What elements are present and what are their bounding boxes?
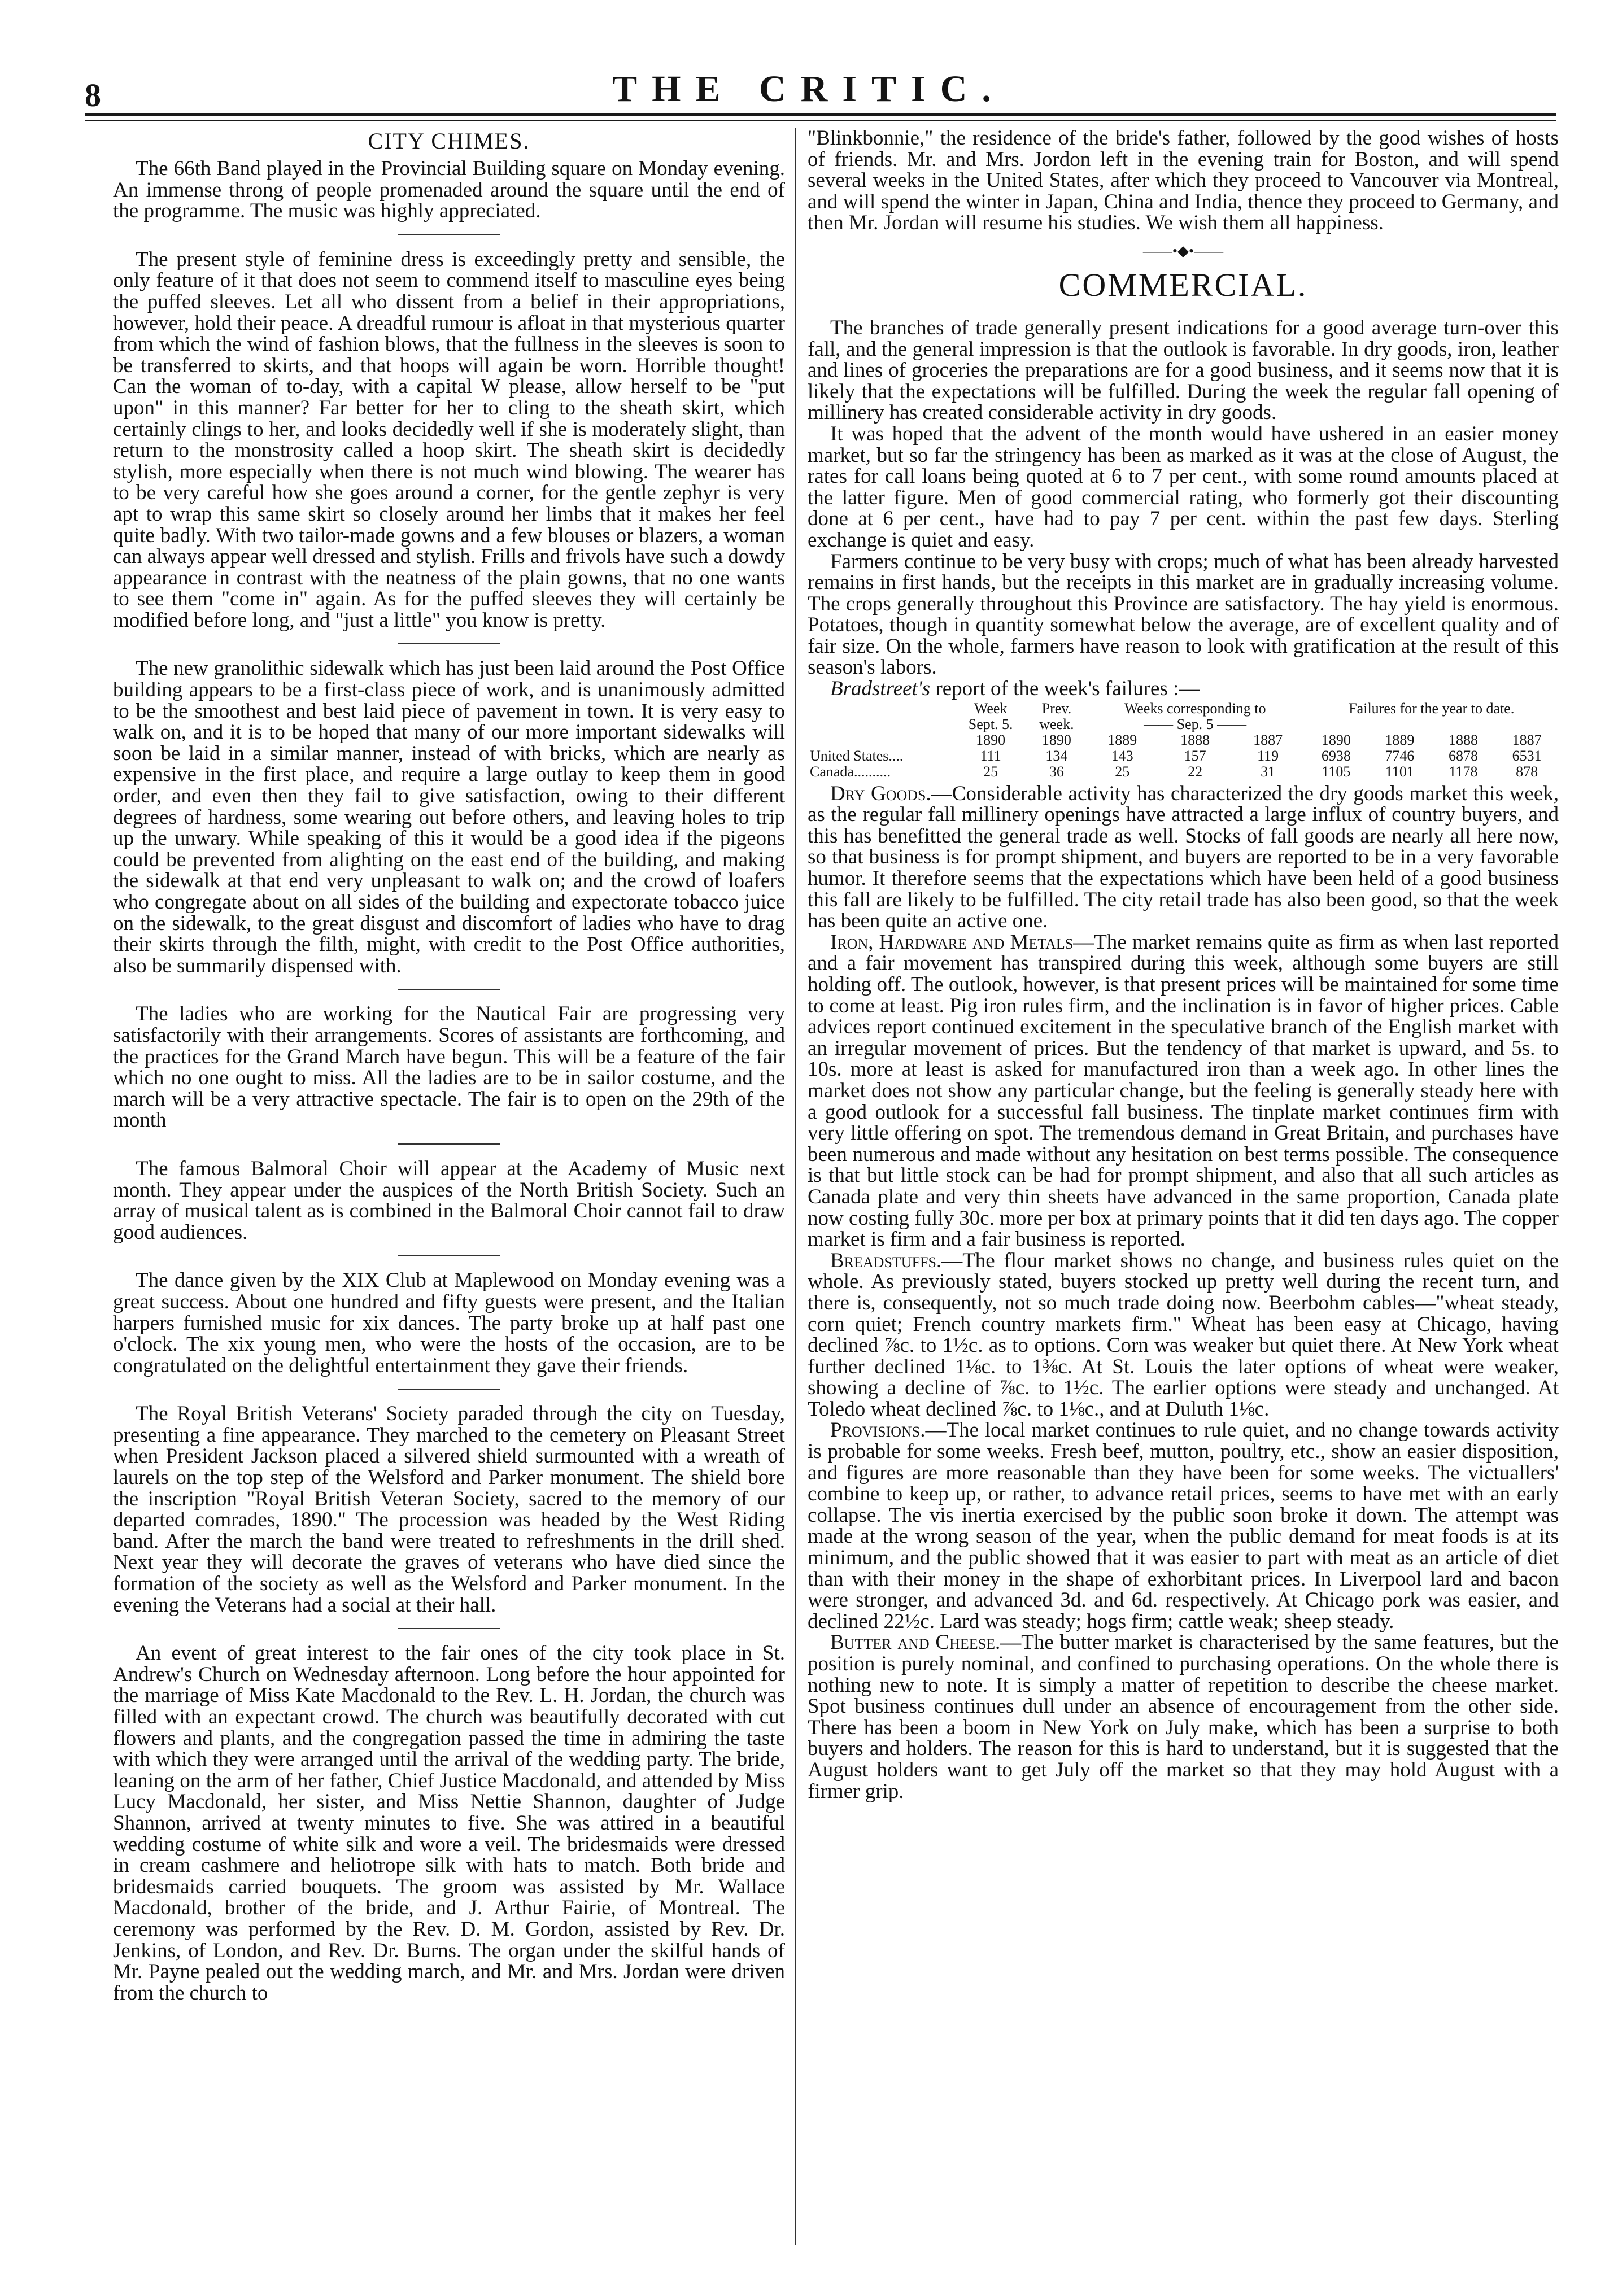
section-heading: Breadstuffs. bbox=[830, 1249, 942, 1272]
table-cell: 22 bbox=[1188, 763, 1203, 780]
table-header-cell: Week bbox=[974, 700, 1008, 717]
table-cell: 6938 bbox=[1321, 747, 1351, 764]
commercial-paragraph: It was hoped that the advent of the month would have ushered in an easier money market, but so far the stringency has been as marked as it was at the close of August, the rates for call loans being quoted at 6 to 7 per cent., with some round amounts placed at the latter figure. Men of good commercial rating, who formerly got their discounting done at 6 per cent., have had to pay 7 per cent. within the past few days. Sterling exchange is quiet and easy. bbox=[808, 422, 1559, 552]
table-cell: 157 bbox=[1184, 747, 1206, 764]
table-cell: 7746 bbox=[1385, 747, 1415, 764]
table-cell: 1101 bbox=[1385, 763, 1414, 780]
year-cell: 1890 bbox=[1041, 731, 1071, 748]
table-cell: 6878 bbox=[1448, 747, 1478, 764]
table-cell: 6531 bbox=[1512, 747, 1542, 764]
article-paragraph: The present style of feminine dress is exceedingly pretty and sensible, the only feature of it that does not seem to commend itself to masculine eyes being the puffed sleeves. Let all who dissent from a belief in their appropriations, however, hold their peace. A dreadful rumour is afloat in that mysterious quarter from which the wind of fashion blows, that the fullness in the sleeves is soon to be transferred to skirts, and that hoops will again be worn. Horrible thought! Can the woman of to-day, with a capital W please, allow herself to be "put upon" in this manner? Far better for her to cling to the sheath skirt, which certainly clings to her, and looks decidedly well if she is moderately slight, than return to the monstrosity called a hoop skirt. The sheath skirt is decidedly stylish, more especially when there is not much wind blowing. The wearer has to be very careful how she goes around a corner, for the gentle zephyr is very apt to wrap this same skirt so closely around her limbs that it makes her feel quite badly. With two tailor-made gowns and a few blouses or blazers, a woman can always appear well dressed and stylish. Frills and frivols have such a dowdy appearance in contrast with the neatness of the plain gowns, that no one wants to see them "come in" again. As for the puffed sleeves they will certainly be modified before long, and "just a little" you know is pretty. bbox=[113, 247, 785, 632]
article-separator bbox=[398, 1255, 500, 1256]
table-cell: 25 bbox=[983, 763, 998, 780]
bradstreet-intro-text: report of the week's failures :— bbox=[930, 677, 1200, 701]
market-section-provisions bbox=[808, 1420, 1559, 1632]
ornament-divider: ——•◆•—— bbox=[1142, 242, 1224, 259]
article-paragraph: An event of great interest to the fair ones of the city took place in St. Andrew's Church on Wednesday afternoon. Long before the hour appointed for the marriage of Miss Kate Macdonald to the Rev. L. H. Jordan, the church was filled with an expectant crowd. The church was beautifully decorated with cut flowers and plants, and the congregation passed the time in admiring the taste with which they were arranged until the arrival of the wedding party. The bride, leaning on the arm of her father, Chief Justice Macdonald, and attended by Miss Lucy Macdonald, her sister, and Miss Nettie Shannon, daughter of Judge Shannon, arrived at twenty minutes to five. She was attired in a beautiful wedding costume of white silk and wore a veil. The bridesmaids were dressed in cream cashmere and heliotrope silk with hats to match. Both bride and bridesmaids carried bouquets. The groom was assisted by Mr. Wallace Macdonald, brother of the bride, and J. Arthur Fairie, of Montreal. The ceremony was performed by the Rev. D. M. Gordon, assisted by Rev. Dr. Jenkins, of London, and Rev. Dr. Burns. The organ under the skilful hands of Mr. Payne pealed out the wedding march, and Mr. and Mrs. Jordan were driven from the church to bbox=[113, 1642, 785, 2005]
year-cell: 1889 bbox=[1107, 731, 1137, 748]
article-separator bbox=[398, 1389, 500, 1390]
masthead-rule-thin bbox=[85, 120, 1556, 121]
row-label: Canada.......... bbox=[810, 763, 891, 780]
article-separator bbox=[398, 989, 500, 990]
table-cell: 36 bbox=[1049, 763, 1064, 780]
table-cell: 1105 bbox=[1322, 763, 1351, 780]
table-cell: 134 bbox=[1045, 747, 1068, 764]
section-title-city-chimes: CITY CHIMES. bbox=[368, 128, 530, 154]
table-header-cell: Weeks corresponding to bbox=[1124, 700, 1266, 717]
failures-table bbox=[808, 701, 1559, 780]
bradstreet-intro bbox=[808, 678, 1559, 700]
table-header-row bbox=[808, 701, 1559, 717]
section-heading: Iron, Hardware and Metals bbox=[830, 930, 1074, 954]
year-cell: 1888 bbox=[1448, 731, 1478, 748]
market-section-iron bbox=[808, 932, 1559, 1250]
column-divider bbox=[795, 128, 796, 2245]
table-cell: 25 bbox=[1115, 763, 1130, 780]
article-separator bbox=[398, 643, 500, 644]
table-cell: 31 bbox=[1261, 763, 1276, 780]
bradstreet-name: Bradstreet's bbox=[830, 677, 931, 701]
section-text: —The market remains quite as firm as when last reported and a fair movement has transpired during this week, although some buyers are still holding off. The outlook, however, is that present prices will be maintained for some time to come at least. Pig iron rules firm, and the inclination is in favor of higher prices. Cable advices report continued excitement in the speculative branch of the English market with an irregular movement of prices. But the tendency of that market is upward, and 5s. to 10s. more at least is asked for manufactured iron than a week ago. In other lines the market does not show any particular change, but the feeling is generally steady here with a good outlook for a successful fall business. The tinplate market continues firm with very little offering on spot. The tremendous demand in Great Britain, and purchases have been numerous and made without any hesitation on best terms possible. The consequence is that but little stock can be had for prompt shipment, and also that all such articles as Canada plate and very thin sheets have advanced in the same proportion, Canada plate now costing fully 30c. more per box at primary points that it did ten days ago. The copper market is firm and a fair business is reported. bbox=[808, 930, 1559, 1251]
section-text: —Considerable activity has characterized the dry goods market this week, as the regular fall millinery openings have attracted a large influx of country buyers, and this has benefitted the general trade as well. Stocks of fall goods are nearly all here now, so that business is for prompt shipment, and buyers are reported to be in a very favorable humor. It therefore seems that the expectations which have been held of a good business this fall are likely to be fulfilled. The city retail trade has also been good, so that the week has been quite an active one. bbox=[808, 782, 1559, 933]
table-header-row bbox=[808, 717, 1559, 732]
section-title-commercial: COMMERCIAL. bbox=[1058, 266, 1308, 303]
section-heading: Provisions. bbox=[830, 1418, 926, 1442]
table-header-cell: Sept. 5. bbox=[968, 715, 1013, 732]
table-cell: 143 bbox=[1111, 747, 1133, 764]
table-cell: 111 bbox=[980, 747, 1001, 764]
commercial-paragraph: Farmers continue to be very busy with crops; much of what has been already harvested remains in first hands, but the receipts in this market are in gradually increasing volume. The crops generally throughout this Province are satisfactory. The hay yield is enormous. Potatoes, though in quantity somewhat below the average, are of excellent quality and of fair size. On the whole, farmers have reason to look with gratification at the result of this season's labors. bbox=[808, 549, 1559, 679]
article-separator bbox=[398, 1143, 500, 1145]
article-paragraph: The dance given by the XIX Club at Maplewood on Monday evening was a great success. About one hundred and fifty guests were present, and the Italian harpers furnished music for xix dances. The party broke up at half past one o'clock. The xix young men, who were the hosts of the occasion, are to be congratulated on the delightful entertainment they gave their friends. bbox=[113, 1269, 785, 1377]
table-cell: 119 bbox=[1257, 747, 1279, 764]
section-text: —The local market continues to rule quiet, and no change towards activity is probable for some weeks. Fresh beef, mutton, poultry, etc., show an easier disposition, and figures are more reasonable than they have been for some weeks. The victuallers' combine to keep up, or rather, to advance retail prices, seems to have met with an early collapse. The vis inertia exercised by the public soon broke it down. The attempt was made at the wrong season of the year, when the public demand for meat foods is at its minimum, and the public showed that it was easier to part with meat as an article of diet than with their money in the shape of exhorbitant prices. In Liverpool lard and bacon were stronger, and advanced 3d. and 6d. respectively. At Chicago pork was easier, and declined 22½c. Lard was steady; hogs firm; cattle weak; sheep steady. bbox=[808, 1418, 1559, 1633]
table-header-cell: —— Sep. 5 —— bbox=[1144, 715, 1247, 732]
commercial-paragraph: The branches of trade generally present indications for a good average turn-over this fall, and the general impression is that the outlook is favorable. In dry goods, iron, leather and lines of groceries the preparations are for a good business, and it seems now that it is likely that the expectations will be fulfilled. During the week the regular fall opening of millinery has created considerable activity in dry goods. bbox=[808, 316, 1559, 425]
article-paragraph: The new granolithic sidewalk which has just been laid around the Post Office building appears to be a first-class piece of work, and is unanimously admitted to be the smoothest and best laid piece of pavement in town. It is very easy to walk on, and it is to be hoped that many of our more important sidewalks will soon be laid in a similar manner, instead of with bricks, which are nearly as expensive in the first place, and require a large outlay to keep them in good order, and even then they fail to give satisfaction, owing to their different degrees of hardness, some wearing out before others, and leaving holes to trip up the unwary. While speaking of this it would be a good idea if the pigeons could be prevented from alighting on the east end of the building, and making the sidewalk at that end very unpleasant to walk on; and the crowd of loafers who congregate about on all sides of the building and expectorate tobacco juice on the sidewalk, to the great disgust and discomfort of ladies who have to drag their skirts through the filth, might, with credit to the Post Office authorities, also be summarily dispensed with. bbox=[113, 657, 785, 977]
year-cell: 1889 bbox=[1385, 731, 1415, 748]
table-years-row bbox=[808, 732, 1559, 748]
table-cell: 878 bbox=[1516, 763, 1538, 780]
article-separator bbox=[398, 1628, 500, 1629]
section-heading: Butter and Cheese. bbox=[830, 1631, 1001, 1655]
table-row bbox=[808, 748, 1559, 764]
article-paragraph: The 66th Band played in the Provincial Building square on Monday evening. An immense throng of people promenaded around the square until the end of the programme. The music was highly appreciated. bbox=[113, 157, 785, 223]
section-text: —The flour market shows no change, and business rules quiet on the whole. As previously stated, buyers stocked up pretty well during the recent turn, and there is, consequently, not so much trade doing now. Beerbohm cables—"wheat steady, corn quiet; French country markets firm." Wheat has been easy at Chicago, having declined ⅞c. to 1½c. as to options. Corn was weaker but quiet there. At New York wheat further declined 1⅛c. to 1⅜c. At St. Louis the later options of wheat were weaker, showing a decline of ⅞c. to 1½c. The earlier options were steady and unchanged. At Toledo wheat declined ⅞c. to 1⅛c., and at Duluth 1⅛c. bbox=[808, 1249, 1559, 1421]
page-mark: 8 bbox=[85, 77, 101, 114]
section-heading: Dry Goods. bbox=[830, 782, 931, 805]
table-header-cell: Prev. bbox=[1041, 700, 1072, 717]
market-section-butter-cheese bbox=[808, 1632, 1559, 1802]
article-separator bbox=[398, 234, 500, 235]
year-cell: 1887 bbox=[1512, 731, 1542, 748]
market-section-dry-goods bbox=[808, 783, 1559, 932]
wedding-continuation: "Blinkbonnie," the residence of the bride's father, followed by the good wishes of hosts of friends. Mr. and Mrs. Jordon left in the evening train for Boston, and will spend several weeks in the United States, after which they proceed to Vancouver via Montreal, and will spend the winter in Japan, China and India, thence they proceed to Germany, and then Mr. Jordan will resume his studies. We wish them all happiness. bbox=[808, 126, 1559, 235]
table-cell: 1178 bbox=[1449, 763, 1478, 780]
masthead-rule-thick bbox=[85, 113, 1556, 116]
year-cell: 1887 bbox=[1253, 731, 1283, 748]
right-column bbox=[808, 128, 1559, 1802]
article-paragraph: The famous Balmoral Choir will appear at the Academy of Music next month. They appear under the auspices of the North British Society. Such an array of musical talent as is combined in the Balmoral Choir cannot fail to draw good audiences. bbox=[113, 1156, 785, 1244]
row-label: United States.... bbox=[810, 747, 904, 764]
masthead-title: THE CRITIC. bbox=[612, 68, 1006, 110]
article-paragraph: The ladies who are working for the Nautical Fair are progressing very satisfactorily with their arrangements. Scores of assistants are forthcoming, and the practices for the Grand March have begun. This will be a feature of the fair which no one ought to miss. All the ladies are to be in sailor costume, and the march will be a very attractive spectacle. The fair is to open on the 29th of the month bbox=[113, 1002, 785, 1132]
article-paragraph: The Royal British Veterans' Society paraded through the city on Tuesday, presenting a fine appearance. They marched to the cemetery on Pleasant Street when President Jackson placed a silvered shield surmounted with a wreath of laurels on the top step of the Welsford and Parker monument. The shield bore the inscription "Royal British Veteran Society, sacred to the memory of our departed comrades, 1890." The procession was headed by the West Riding band. After the march the band were treated to refreshments in the drill shed. Next year they will decorate the graves of veterans who have died since the formation of the society as well as the Welsford and Parker monument. In the evening the Veterans had a social at their hall. bbox=[113, 1402, 785, 1617]
left-column bbox=[113, 128, 785, 2003]
year-cell: 1890 bbox=[976, 731, 1006, 748]
market-section-breadstuffs bbox=[808, 1250, 1559, 1420]
year-cell: 1888 bbox=[1180, 731, 1210, 748]
table-header-cell: Failures for the year to date. bbox=[1349, 700, 1515, 717]
section-text: —The butter market is characterised by the same features, but the position is purely nominal, and confined to purchasing operations. On the whole there is nothing new to note. It is simply a matter of repetition to describe the cheese market. Spot business continues dull under an absence of encouragement from the other side. There has been a boom in New York on July make, which has been a surprise to both buyers and holders. The reason for this is hard to understand, but it is suggested that the August holders want to get July off the market so that they may hold August with a firmer grip. bbox=[808, 1631, 1559, 1803]
table-header-cell: week. bbox=[1039, 715, 1074, 732]
year-cell: 1890 bbox=[1321, 731, 1351, 748]
table-row bbox=[808, 764, 1559, 780]
